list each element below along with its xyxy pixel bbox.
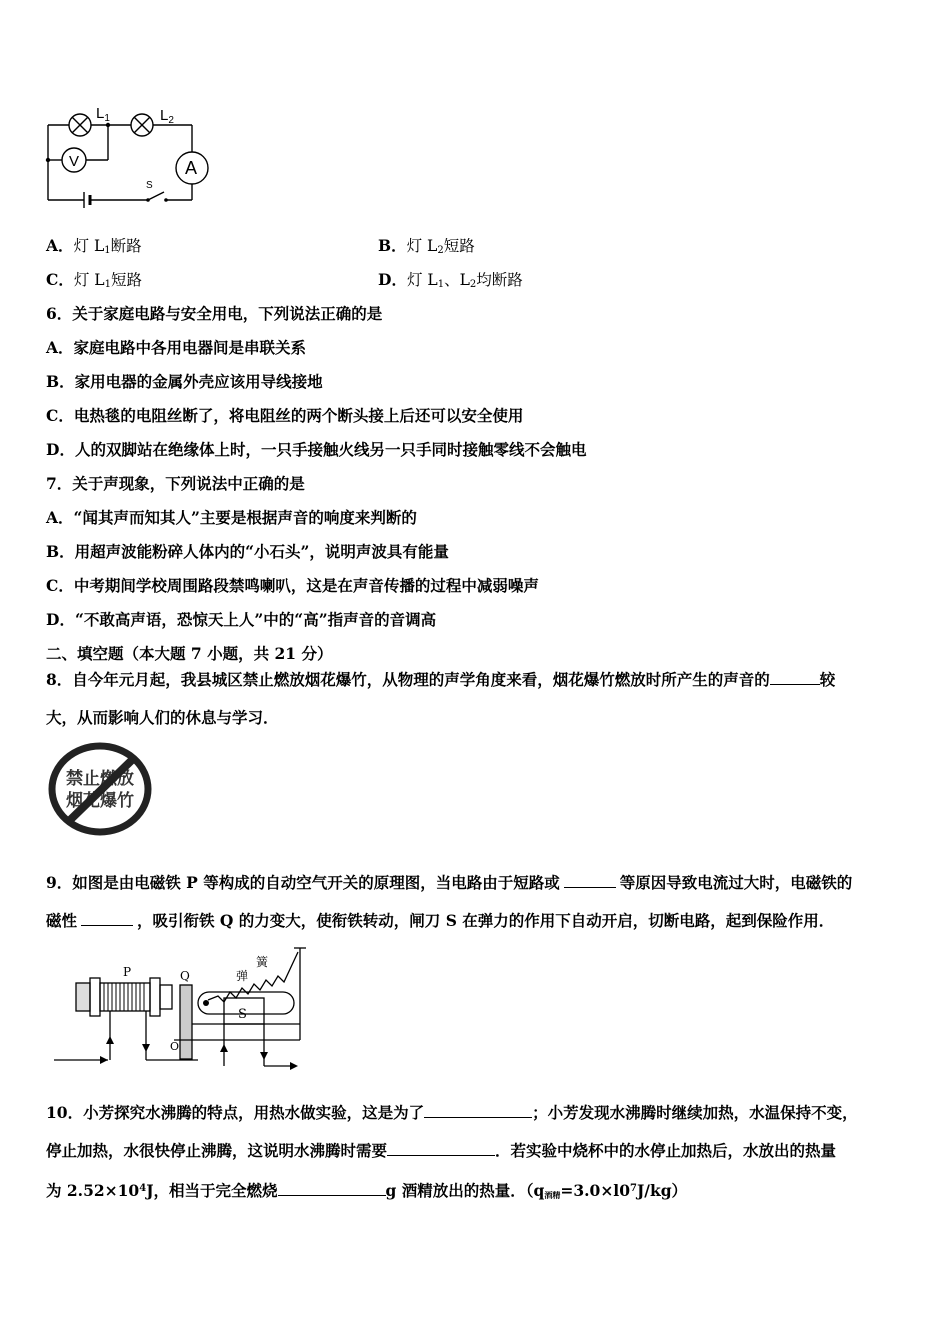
section-title: 二、填空题（本大题 7 小题，共 21 分）	[46, 644, 333, 663]
q6-stem: 6．关于家庭电路与安全用电，下列说法正确的是	[46, 304, 383, 323]
q9-blank-2[interactable]	[81, 911, 133, 926]
sign-text-line2: 烟花爆竹	[66, 791, 134, 811]
q5-option-c: C．灯 $L_1$短路	[46, 270, 142, 290]
label-spring-2: 簧	[256, 955, 269, 969]
q10-line3: 为 $2.52\times 10^4J$，相当于完全燃烧 g 酒精放出的热量．$(q_{酒精}=3.0\times l0^7J/kg)$	[46, 1181, 688, 1200]
q6-option-b: B．家用电器的金属外壳应该用导线接地	[46, 372, 323, 391]
q10-line2: 停止加热，水很快停止沸腾，这说明水沸腾时需要 ．若实验中烧杯中的水停止加热后，水放出的热量	[46, 1141, 837, 1160]
lamp-l1-label: $L_1$	[96, 105, 110, 124]
q10-blank-3[interactable]	[278, 1181, 386, 1196]
sign-text-line1: 禁止燃放	[66, 769, 134, 789]
q9-blank-1[interactable]	[564, 873, 616, 888]
switch-label: S	[146, 180, 153, 191]
q9-line2: 磁性 ，吸引衔铁 Q 的力变大，使衔铁转动，闸刀 S 在弹力的作用下自动开启，切断电路，起到保险作用．	[46, 911, 835, 930]
q10-blank-1[interactable]	[424, 1103, 532, 1118]
q8-blank[interactable]	[770, 670, 820, 685]
label-p: P	[123, 965, 132, 979]
q9-line1: 9．如图是由电磁铁 P 等构成的自动空气开关的原理图，当电路由于短路或 等原因导致电流过大时，电磁铁的	[46, 873, 853, 892]
air-switch-diagram	[48, 940, 308, 1080]
q6-option-d: D．人的双脚站在绝缘体上时，一只手接触火线另一只手同时接触零线不会触电	[46, 440, 587, 459]
q6-option-c: C．电热毯的电阻丝断了，将电阻丝的两个断头接上后还可以安全使用	[46, 406, 524, 425]
q8-line2: 大，从而影响人们的休息与学习．	[46, 708, 279, 727]
q8-line1: 8．自今年元月起，我县城区禁止燃放烟花爆竹，从物理的声学角度来看，烟花爆竹燃放时所产生的声音的 较	[46, 670, 836, 689]
q5-option-d: D．灯 $L_1$、$L_2$均断路	[378, 270, 523, 290]
voltmeter-label: V	[69, 153, 80, 170]
q7-option-a: A．“闻其声而知其人”主要是根据声音的响度来判断的	[46, 508, 417, 527]
q10-blank-2[interactable]	[387, 1141, 495, 1156]
label-spring-1: 弹	[236, 969, 249, 983]
label-s: S	[238, 1007, 247, 1022]
ammeter-label: A	[185, 158, 198, 178]
q7-option-d: D．“不敢高声语，恐惊天上人”中的“高”指声音的音调高	[46, 610, 437, 629]
q5-option-a: A．灯 $L_1$断路	[46, 236, 142, 256]
q7-option-b: B．用超声波能粉碎人体内的“小石头”，说明声波具有能量	[46, 542, 449, 561]
label-o: O	[170, 1040, 180, 1053]
q6-option-a: A．家庭电路中各用电器间是串联关系	[46, 338, 307, 357]
lamp-l2-label: $L_2$	[160, 107, 174, 126]
no-firecrackers-sign	[48, 742, 153, 837]
q7-option-c: C．中考期间学校周围路段禁鸣喇叭，这是在声音传播的过程中减弱噪声	[46, 576, 539, 595]
label-q: Q	[180, 969, 190, 983]
circuit-diagram	[40, 100, 220, 220]
q10-line1: 10．小芳探究水沸腾的特点，用热水做实验，这是为了 ；小芳发现水沸腾时继续加热，水温保持不变，	[46, 1103, 858, 1122]
q5-option-b: B．灯 $L_2$短路	[378, 236, 475, 256]
q7-stem: 7．关于声现象，下列说法中正确的是	[46, 474, 305, 493]
